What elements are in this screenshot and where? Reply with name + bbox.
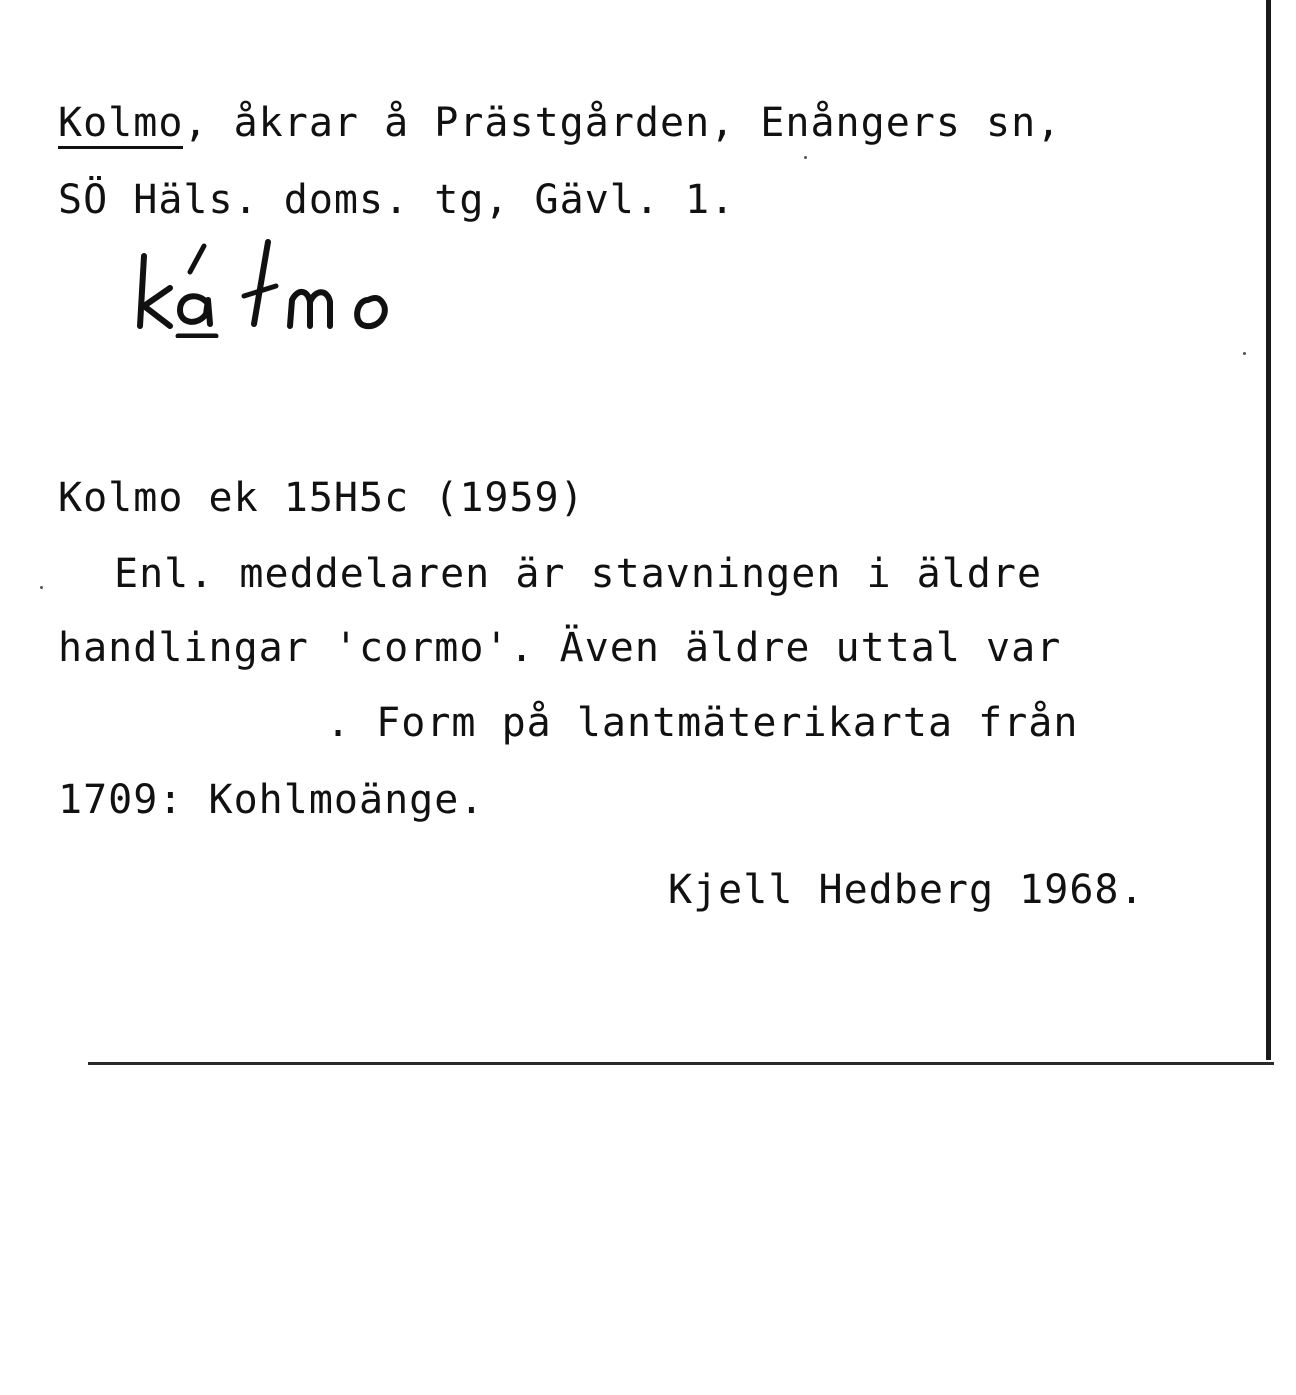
speck bbox=[40, 586, 43, 589]
place-name: Kolmo bbox=[58, 100, 183, 149]
speck bbox=[1243, 352, 1246, 355]
record-line-4: . Form på lantmäterikarta från bbox=[326, 700, 1079, 746]
record-line-1: Kolmo ek 15H5c (1959) bbox=[58, 475, 585, 521]
header-line-1 bbox=[58, 100, 1062, 146]
card-edge-bottom bbox=[88, 1062, 1274, 1065]
header-line-1-rest: , åkrar å Prästgården, Enångers sn, bbox=[183, 100, 1062, 146]
speck bbox=[804, 156, 807, 159]
header-line-2: SÖ Häls. doms. tg, Gävl. 1. bbox=[58, 177, 736, 223]
card-edge-right bbox=[1266, 0, 1271, 1060]
signature: Kjell Hedberg 1968. bbox=[668, 867, 1145, 913]
record-line-2: Enl. meddelaren är stavningen i äldre bbox=[114, 551, 1043, 597]
record-line-3: handlingar 'cormo'. Även äldre uttal var bbox=[58, 625, 1062, 671]
record-line-5: 1709: Kohlmoänge. bbox=[58, 777, 485, 823]
pronunciation-handwritten bbox=[130, 238, 410, 338]
